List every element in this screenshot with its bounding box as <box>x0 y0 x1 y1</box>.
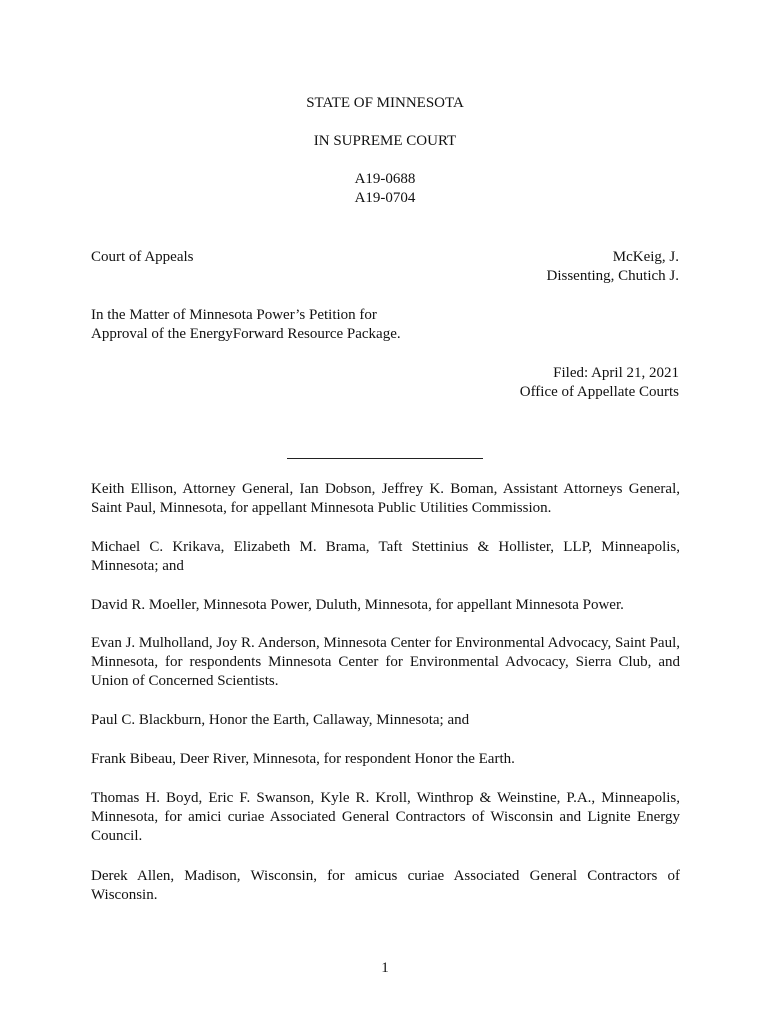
office-name: Office of Appellate Courts <box>519 384 679 400</box>
author-justice: McKeig, J. <box>612 249 679 265</box>
case-title <box>91 306 401 344</box>
state-heading: STATE OF MINNESOTA <box>306 95 464 111</box>
counsel-paragraph: Keith Ellison, Attorney General, Ian Dobson, Jeffrey K. Boman, Assistant Attorneys General, Saint Paul, Minnesota, for appellant Minnesota Public Utilities Commission. <box>91 481 680 516</box>
divider-line <box>287 458 483 459</box>
page-number: 1 <box>381 960 389 976</box>
lower-court: Court of Appeals <box>91 249 194 265</box>
case-title-line-2: Approval of the EnergyForward Resource Package. <box>91 326 401 342</box>
counsel-paragraph: Evan J. Mulholland, Joy R. Anderson, Minnesota Center for Environmental Advocacy, Saint Paul, Minnesota, for respondents Minnesota Center for Environmental Advocacy, Sierra Club, and Union of Concerned Scientists. <box>91 635 680 689</box>
counsel-paragraph: Derek Allen, Madison, Wisconsin, for amicus curiae Associated General Contractors of Wisconsin. <box>91 868 680 903</box>
counsel-paragraph: Thomas H. Boyd, Eric F. Swanson, Kyle R. Kroll, Winthrop & Weinstine, P.A., Minneapolis, Minnesota, for amici curiae Associated General Contractors of Wisconsin and Lignite Energy Council. <box>91 790 680 844</box>
counsel-paragraph: David R. Moeller, Minnesota Power, Duluth, Minnesota, for appellant Minnesota Power. <box>91 597 624 613</box>
filed-date: Filed: April 21, 2021 <box>553 365 679 381</box>
opinion-author <box>546 248 679 286</box>
case-title-line-1: In the Matter of Minnesota Power’s Petition for <box>91 307 377 323</box>
filing-info <box>520 364 679 402</box>
docket-number-2: A19-0704 <box>354 190 416 206</box>
counsel-paragraph: Paul C. Blackburn, Honor the Earth, Callaway, Minnesota; and <box>91 712 470 728</box>
counsel-paragraph: Michael C. Krikava, Elizabeth M. Brama, Taft Stettinius & Hollister, LLP, Minneapolis, Minnesota; and <box>91 539 680 574</box>
docket-number-1: A19-0688 <box>354 171 416 187</box>
dissenting-justice: Dissenting, Chutich J. <box>546 268 679 284</box>
counsel-paragraph: Frank Bibeau, Deer River, Minnesota, for respondent Honor the Earth. <box>91 751 515 767</box>
court-heading: IN SUPREME COURT <box>313 133 457 149</box>
